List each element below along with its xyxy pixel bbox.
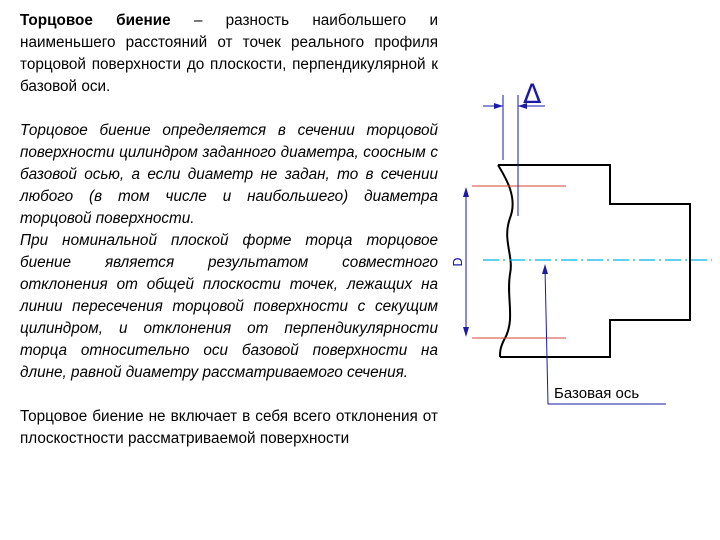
part-outline [498,165,690,357]
paragraph-exclusion: Торцовое биение не включает в себя всего отклонения от плоскостности рассматриваемой поверхности [20,408,438,447]
diameter-label: D [451,257,465,267]
term-bold: Торцовое биение [20,12,171,29]
measurement-text: Торцовое биение определяется в сечении торцовой поверхности цилиндром заданного диаметра, соосным с базовой осью, а если диаметр не задан, то в сечении любого (в том числе и наибольшего) диаметра торцовой поверхности. [20,122,438,227]
delta-dimension [483,95,545,216]
definition-text: – разность наибольшего и наименьшего расстояний от точек реального профиля торцовой поверхности до плоскости, перпендикулярной к базовой оси. [20,12,438,95]
section-lines [472,186,566,338]
nominal-shape-text: При номинальной плоской форме торца торцовое биение является результатом совместного отклонения от общей плоскости точек, лежащих на линии пересечения торцовой поверхности с секущим цилиндром, и отклонения от перпендикулярности торца относительно оси базовой поверхности на длине, равной диаметру рассматриваемого сечения. [20,232,438,381]
delta-label: Δ [523,79,542,110]
wavy-end-face [498,165,513,357]
base-axis-label: Базовая ось [554,385,640,402]
axis-leader [542,264,666,404]
